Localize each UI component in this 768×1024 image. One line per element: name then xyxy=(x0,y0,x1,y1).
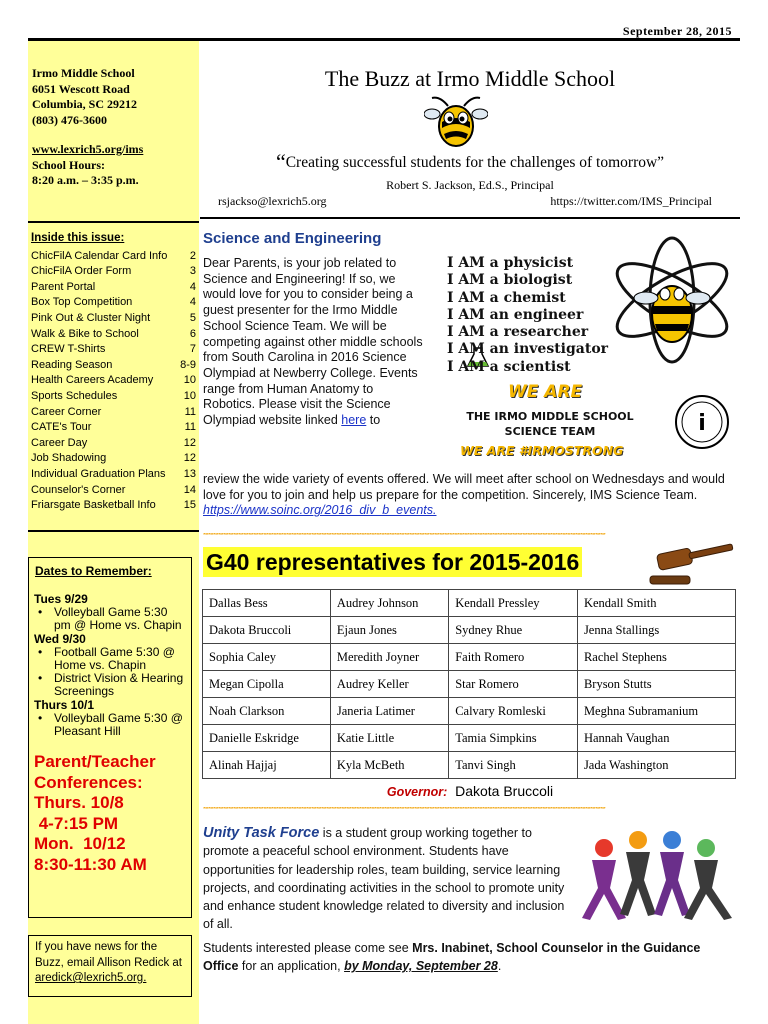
motto-text: Creating successful students for the challenges of tomorrow” xyxy=(285,154,665,171)
date-day: Tues 9/29 xyxy=(34,592,88,606)
conference-notice xyxy=(34,752,186,875)
inside-item xyxy=(31,327,196,343)
inside-item-page: 7 xyxy=(189,343,196,356)
inside-item xyxy=(31,405,196,421)
date-day: Thurs 10/1 xyxy=(34,698,95,712)
inside-item xyxy=(31,389,196,405)
table-cell: Sydney Rhue xyxy=(449,617,578,644)
inside-item-label: Counselor's Corner xyxy=(31,483,126,496)
school-info xyxy=(32,66,194,189)
table-cell: Noah Clarkson xyxy=(203,698,331,725)
i-am-line: I AM an engineer xyxy=(447,306,584,323)
date-event: • Volleyball Game 5:30 @ Pleasant Hill xyxy=(34,712,186,738)
table-cell: Jenna Stallings xyxy=(577,617,735,644)
news-box xyxy=(28,935,192,997)
inside-item-label: CATE's Tour xyxy=(31,421,92,434)
i-am-list xyxy=(447,255,608,376)
science-paragraph-end: to xyxy=(366,413,381,428)
unity-paragraph xyxy=(203,824,575,934)
science-events-url-link[interactable]: https://www.soinc.org/2016_div_b_events. xyxy=(203,503,437,518)
inside-item-page: 10 xyxy=(183,374,196,387)
table-row xyxy=(203,590,736,617)
i-am-line: I AM a physicist xyxy=(447,255,574,271)
school-hours: 8:20 a.m. – 3:35 p.m. xyxy=(32,173,139,187)
table-cell: Ejaun Jones xyxy=(330,617,448,644)
sidebar-divider-2 xyxy=(28,530,199,532)
students-paragraph xyxy=(203,939,735,976)
table-row xyxy=(203,698,736,725)
person-icon xyxy=(582,839,626,920)
inside-item-page: 12 xyxy=(183,452,196,465)
badge-icon xyxy=(676,396,728,448)
g40-title: G40 representatives for 2015-2016 xyxy=(203,547,582,577)
team-label-line: SCIENCE TEAM xyxy=(504,425,596,438)
table-cell: Katie Little xyxy=(330,725,448,752)
conference-line: Parent/Teacher xyxy=(34,752,156,771)
hashtag-label: WE ARE #IRMOSTRONG xyxy=(460,443,624,458)
table-cell: Sophia Caley xyxy=(203,644,331,671)
table-cell: Calvary Romleski xyxy=(449,698,578,725)
we-are-label: WE ARE xyxy=(508,382,583,402)
conference-line: Conferences: xyxy=(34,772,143,792)
counselor-name: Mrs. Inabinet, School Counselor in the Guidance Office xyxy=(203,941,701,974)
dates-box xyxy=(28,557,192,918)
inside-item xyxy=(31,483,196,499)
yellow-jacket-mascot-icon xyxy=(424,92,488,152)
table-cell: Danielle Eskridge xyxy=(203,725,331,752)
news-text: If you have news for the Buzz, email Allison Redick at xyxy=(35,941,183,969)
inside-item-page: 15 xyxy=(183,499,196,512)
inside-item-label: Job Shadowing xyxy=(31,452,107,465)
inside-item-page: 4 xyxy=(189,296,196,309)
inside-item xyxy=(31,249,196,265)
motto xyxy=(200,149,740,175)
science-title: Science and Engineering xyxy=(203,230,382,247)
person-icon xyxy=(620,831,656,916)
inside-item xyxy=(31,451,196,467)
unity-text: is a student group working together to promote a peaceful school environment. Students have opportunities for leadership roles, team building, service learning projects, and coordinating activities in the school to promote unity and enhance student knowledge related to diversity and inclusion of all. xyxy=(203,826,565,932)
table-cell: Audrey Keller xyxy=(330,671,448,698)
inside-item-label: Box Top Competition xyxy=(31,296,133,309)
table-cell: Kyla McBeth xyxy=(330,752,448,779)
masthead-title: The Buzz at Irmo Middle School xyxy=(324,66,616,91)
gavel-icon xyxy=(640,540,736,588)
table-cell: Meghna Subramanium xyxy=(577,698,735,725)
inside-item xyxy=(31,420,196,436)
school-hours-label: School Hours: xyxy=(32,157,106,172)
inside-item-page: 11 xyxy=(184,421,196,434)
inside-item-label: Individual Graduation Plans xyxy=(31,467,166,480)
inside-item xyxy=(31,342,196,358)
sidebar-divider xyxy=(28,221,199,223)
inside-title: Inside this issue: xyxy=(31,232,125,244)
students-text: Students interested please come see xyxy=(203,941,413,955)
inside-item xyxy=(31,280,196,296)
application-deadline: by Monday, September 28 xyxy=(344,959,498,974)
inside-item xyxy=(31,311,196,327)
inside-item-label: Sports Schedules xyxy=(31,389,118,402)
table-row xyxy=(203,671,736,698)
inside-item-label: ChicFilA Order Form xyxy=(31,265,132,278)
science-paragraph-2: review the wide variety of events offered. We will meet after school on Wednesdays and would love for you to join and help us prepare for the competition. Sincerely, IMS Science Team. xyxy=(203,472,725,502)
inside-item-page: 10 xyxy=(183,389,196,402)
header-rule xyxy=(200,217,740,219)
inside-item-page: 6 xyxy=(189,327,196,340)
inside-item xyxy=(31,295,196,311)
inside-item-page: 3 xyxy=(189,265,196,278)
inside-item-label: Friarsgate Basketball Info xyxy=(31,499,156,512)
students-text-mid: for an application, xyxy=(238,959,345,974)
inside-item xyxy=(31,264,196,280)
i-am-line: I AM a scientist xyxy=(447,358,571,375)
school-address-line1: 6051 Wescott Road xyxy=(32,81,130,96)
table-row xyxy=(203,617,736,644)
inside-item xyxy=(31,358,196,374)
person-icon xyxy=(684,839,732,920)
date-event: • District Vision & Hearing Screenings xyxy=(34,672,186,698)
team-label xyxy=(458,409,642,439)
conference-line: 8:30-11:30 AM xyxy=(34,854,147,874)
school-website-link[interactable]: www.lexrich5.org/ims xyxy=(32,142,144,156)
table-row xyxy=(203,752,736,779)
conference-line: Mon. 10/12 xyxy=(34,834,126,853)
table-cell: Janeria Latimer xyxy=(330,698,448,725)
date-day: Wed 9/30 xyxy=(34,632,86,646)
table-row xyxy=(203,725,736,752)
school-phone: (803) 476-3600 xyxy=(32,112,107,127)
table-cell: Dallas Bess xyxy=(203,590,331,617)
table-cell: Bryson Stutts xyxy=(577,671,735,698)
inside-item-page: 4 xyxy=(189,280,196,293)
inside-item-label: Career Day xyxy=(31,436,88,449)
inside-item-page: 8-9 xyxy=(180,358,196,371)
inside-item-label: Reading Season xyxy=(31,358,113,371)
table-cell: Faith Romero xyxy=(449,644,578,671)
table-cell: Alinah Hajjaj xyxy=(203,752,331,779)
table-cell: Kendall Smith xyxy=(577,590,735,617)
inside-item-page: 12 xyxy=(183,436,196,449)
science-paragraph: Dear Parents, is your job related to Science and Engineering! If so, we would love for you to consider being a guest presenter for the Irmo Middle School Science Team. We will be competing against other middle schools from South Carolina in 2016 Science Olympiad at Newberry College. Events range from Human Anatomy to Robotics. Please visit the Science Olympiad website linked xyxy=(203,256,423,428)
inside-item xyxy=(31,373,196,389)
contact-row xyxy=(218,194,712,209)
inside-item-label: CREW T-Shirts xyxy=(31,343,106,356)
conference-line: Thurs. 10/8 xyxy=(34,793,124,812)
table-cell: Tamia Simpkins xyxy=(449,725,578,752)
inside-list xyxy=(31,249,196,514)
i-am-line: I AM an investigator xyxy=(447,341,609,358)
inside-item-page: 13 xyxy=(183,467,196,480)
table-cell: Star Romero xyxy=(449,671,578,698)
table-cell: Rachel Stephens xyxy=(577,644,735,671)
inside-item-page: 2 xyxy=(189,249,196,262)
unity-title: Unity Task Force xyxy=(203,825,320,841)
team-label-line: THE IRMO MIDDLE SCHOOL xyxy=(466,410,634,423)
inside-item-label: Walk & Bike to School xyxy=(31,327,139,340)
science-text xyxy=(203,256,425,429)
inside-this-issue xyxy=(31,231,196,514)
school-address-line2: Columbia, SC 29212 xyxy=(32,97,138,111)
date-line: September 28, 2015 xyxy=(622,24,732,38)
science-text-continued xyxy=(203,472,733,519)
inside-item-label: Career Corner xyxy=(31,405,102,418)
unity-people-icon xyxy=(582,828,738,924)
table-cell: Jada Washington xyxy=(577,752,735,779)
table-cell: Audrey Johnson xyxy=(330,590,448,617)
table-cell: Tanvi Singh xyxy=(449,752,578,779)
person-icon xyxy=(654,831,690,916)
motto-open-quote: “ xyxy=(275,149,286,174)
date-event: • Football Game 5:30 @ Home vs. Chapin xyxy=(34,646,186,672)
inside-item-label: ChicFilA Calendar Card Info xyxy=(31,249,168,262)
conference-line: 4-7:15 PM xyxy=(34,813,119,833)
students-text-end: . xyxy=(497,959,502,974)
inside-item xyxy=(31,436,196,452)
school-name: Irmo Middle School xyxy=(32,66,135,80)
news-email-link[interactable]: aredick@lexrich5.org. xyxy=(35,972,147,984)
governor-line xyxy=(203,783,737,799)
inside-item-label: Pink Out & Cluster Night xyxy=(31,311,151,324)
i-am-line: I AM a chemist xyxy=(447,289,566,306)
inside-item-page: 11 xyxy=(184,405,196,418)
star-divider: **************************************************************************************************************************************************************** xyxy=(203,533,606,539)
inside-item-label: Health Careers Academy xyxy=(31,374,154,387)
table-cell: Dakota Bruccoli xyxy=(203,617,331,644)
star-divider: **************************************************************************************************************************************************************** xyxy=(203,807,606,813)
table-cell: Meredith Joyner xyxy=(330,644,448,671)
i-am-line: I AM a biologist xyxy=(447,272,573,289)
principal-name: Robert S. Jackson, Ed.S., Principal xyxy=(386,178,554,192)
science-olympiad-link[interactable]: here xyxy=(341,413,367,428)
svg-text:i: i xyxy=(698,411,706,436)
governor-label: Governor: xyxy=(386,785,448,799)
principal-email-link[interactable]: rsjackso@lexrich5.org xyxy=(218,194,327,208)
inside-item xyxy=(31,467,196,483)
dates-title: Dates to Remember: xyxy=(35,564,152,578)
principal-twitter-link[interactable]: https://twitter.com/IMS_Principal xyxy=(550,194,712,208)
date-event: • Volleyball Game 5:30 pm @ Home vs. Chapin xyxy=(34,606,186,632)
table-cell: Kendall Pressley xyxy=(449,590,578,617)
inside-item-label: Parent Portal xyxy=(31,280,96,293)
table-cell: Megan Cipolla xyxy=(203,671,331,698)
g40-table xyxy=(202,589,736,779)
inside-item xyxy=(31,498,196,514)
table-cell: Hannah Vaughan xyxy=(577,725,735,752)
i-am-line: I AM a researcher xyxy=(447,324,589,341)
table-row xyxy=(203,644,736,671)
inside-item-page: 14 xyxy=(183,483,196,496)
governor-name: Dakota Bruccoli xyxy=(455,783,554,799)
inside-item-page: 5 xyxy=(189,311,196,324)
